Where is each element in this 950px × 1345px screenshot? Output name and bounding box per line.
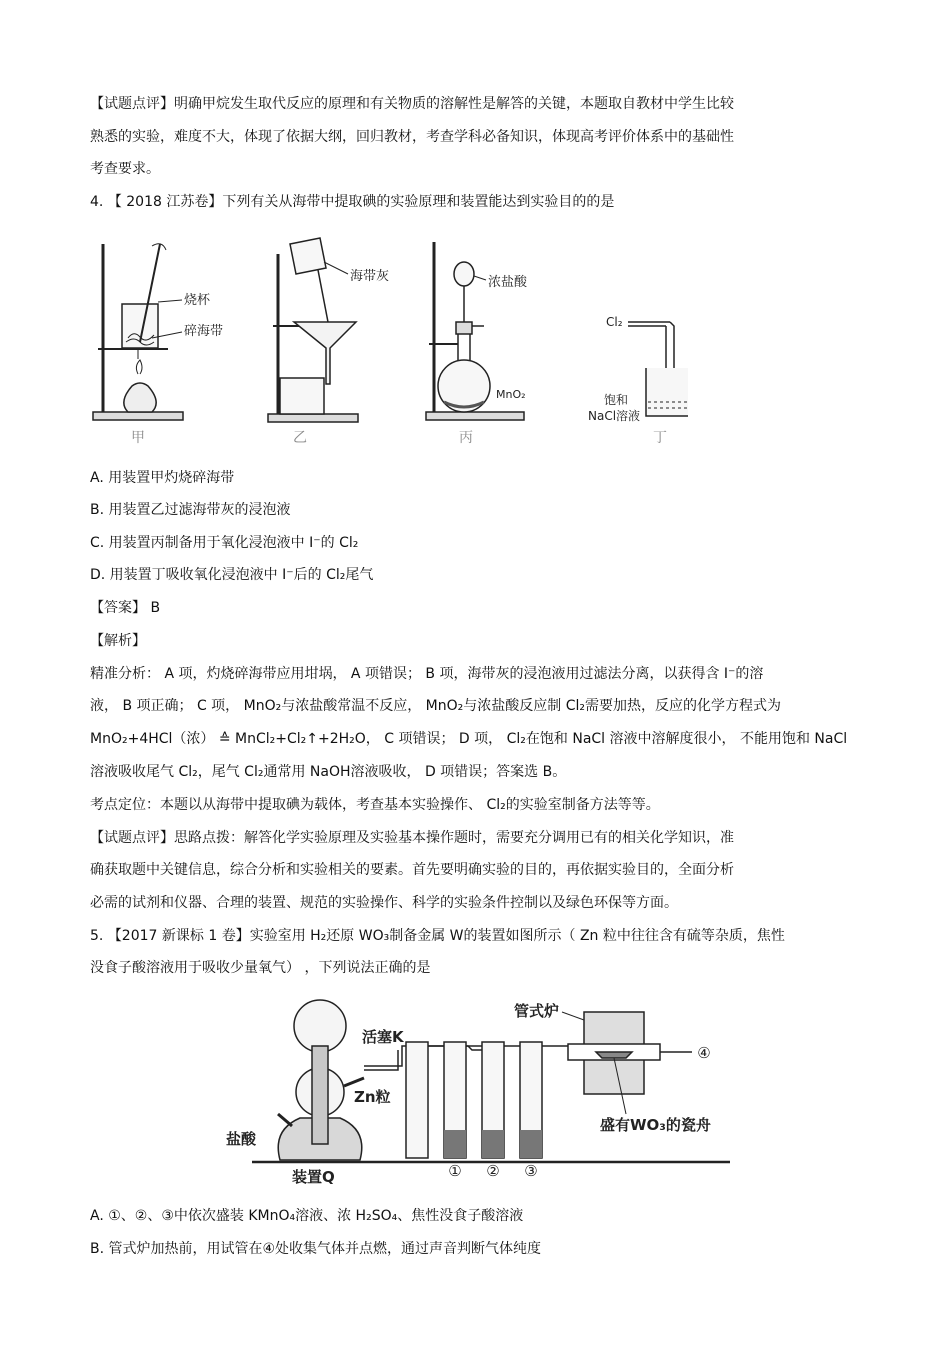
apparatus-yi — [268, 238, 358, 422]
comment-line-1: 【试题点评】明确甲烷发生取代反应的原理和有关物质的溶解性是解答的关键，本题取自教材中学生比较 — [90, 96, 734, 112]
label-outlet-4: ④ — [697, 1044, 711, 1062]
q4-analysis-line-2: 液， B 项正确； C 项， MnO₂与浓盐酸常温不反应， MnO₂与浓盐酸反应制 Cl₂需要加热，反应的化学方程式为 — [90, 698, 781, 714]
label-bottle-3: ③ — [524, 1162, 538, 1180]
apparatus-jia — [93, 244, 183, 420]
q4-option-c: C. 用装置丙制备用于氧化浸泡液中 I⁻的 Cl₂ — [90, 535, 359, 551]
label-device-q: 装置Q — [292, 1168, 335, 1186]
label-zn: Zn粒 — [354, 1088, 391, 1106]
q4-analysis-line-1: 精准分析： A 项，灼烧碎海带应用坩埚， A 项错误； B 项，海带灰的浸泡液用过滤法分离，以获得含 I⁻的溶 — [90, 666, 764, 682]
q4-option-b: B. 用装置乙过滤海带灰的浸泡液 — [90, 502, 291, 518]
comment-line-2: 熟悉的实验，难度不大，体现了依据大纲，回归教材，考查学科必备知识，体现高考评价体系中的基础性 — [90, 129, 734, 145]
wash-bottles — [406, 1042, 568, 1158]
device-q — [278, 1000, 364, 1160]
q4-point: 考点定位：本题以从海带中提取碘为载体，考查基本实验操作、 Cl₂的实验室制备方法等等。 — [90, 797, 660, 813]
tube-furnace — [568, 1012, 692, 1094]
label-ding: 丁 — [653, 430, 667, 446]
label-nacl-solution: NaCl溶液 — [588, 409, 641, 423]
q4-comment-line-3: 必需的试剂和仪器、合理的装置、规范的实验操作、科学的实验条件控制以及绿色环保等方面。 — [90, 895, 678, 911]
label-saturated: 饱和 — [604, 393, 629, 407]
label-bottle-2: ② — [486, 1162, 500, 1180]
label-seaweed: 碎海带 — [184, 324, 224, 339]
label-valve-k: 活塞K — [362, 1028, 404, 1046]
label-furnace: 管式炉 — [514, 1002, 560, 1020]
label-acid: 盐酸 — [226, 1130, 257, 1148]
label-cl2: Cl₂ — [606, 315, 623, 329]
label-mno2: MnO₂ — [496, 388, 526, 401]
label-beaker: 烧杯 — [184, 293, 211, 308]
q4-analysis-line-4: 溶液吸收尾气 Cl₂，尾气 Cl₂通常用 NaOH溶液吸收， D 项错误；答案选 B。 — [90, 764, 567, 780]
q4-analysis-line-3: MnO₂+4HCl（浓） ≙ MnCl₂+Cl₂↑+2H₂O， C 项错误； D 项， Cl₂在饱和 NaCl 溶液中溶解度很小， 不能用饱和 NaCl — [90, 731, 848, 747]
q5-option-a: A. ①、②、③中依次盛装 KMnO₄溶液、浓 H₂SO₄、焦性没食子酸溶液 — [90, 1208, 524, 1224]
q4-option-a: A. 用装置甲灼烧碎海带 — [90, 470, 235, 486]
label-bing: 丙 — [459, 430, 473, 446]
q4-stem: 4. 【 2018 江苏卷】下列有关从海带中提取碘的实验原理和装置能达到实验目的的是 — [90, 194, 615, 210]
label-yi: 乙 — [293, 430, 307, 446]
q4-option-d: D. 用装置丁吸收氧化浸泡液中 I⁻后的 Cl₂尾气 — [90, 567, 374, 583]
label-jia: 甲 — [131, 430, 145, 446]
q4-apparatus-figure — [88, 234, 688, 449]
q4-comment-line-1: 【试题点评】思路点拨：解答化学实验原理及实验基本操作题时，需要充分调用已有的相关化学知识，准 — [90, 830, 734, 846]
label-ash: 海带灰 — [350, 269, 390, 284]
label-hcl: 浓盐酸 — [488, 275, 528, 290]
label-bottle-1: ① — [448, 1162, 462, 1180]
q4-answer: 【答案】 B — [90, 600, 161, 616]
q5-stem-line-2: 没食子酸溶液用于吸收少量氧气） ，下列说法正确的是 — [90, 960, 431, 976]
q4-analysis-title: 【解析】 — [90, 633, 146, 649]
q5-option-b: B. 管式炉加热前，用试管在④处收集气体并点燃，通过声音判断气体纯度 — [90, 1241, 542, 1257]
comment-line-3: 考查要求。 — [90, 161, 160, 177]
q5-apparatus-figure — [222, 990, 742, 1190]
label-boat: 盛有WO₃的瓷舟 — [600, 1116, 711, 1134]
apparatus-ding — [628, 320, 688, 416]
q4-comment-line-2: 确获取题中关键信息，综合分析和实验相关的要素。首先要明确实验的目的，再依据实验目的，全面分析 — [90, 862, 734, 878]
q5-stem-line-1: 5. 【2017 新课标 1 卷】实验室用 H₂还原 WO₃制备金属 W的装置如图所示（ Zn 粒中往往含有硫等杂质，焦性 — [90, 928, 785, 944]
